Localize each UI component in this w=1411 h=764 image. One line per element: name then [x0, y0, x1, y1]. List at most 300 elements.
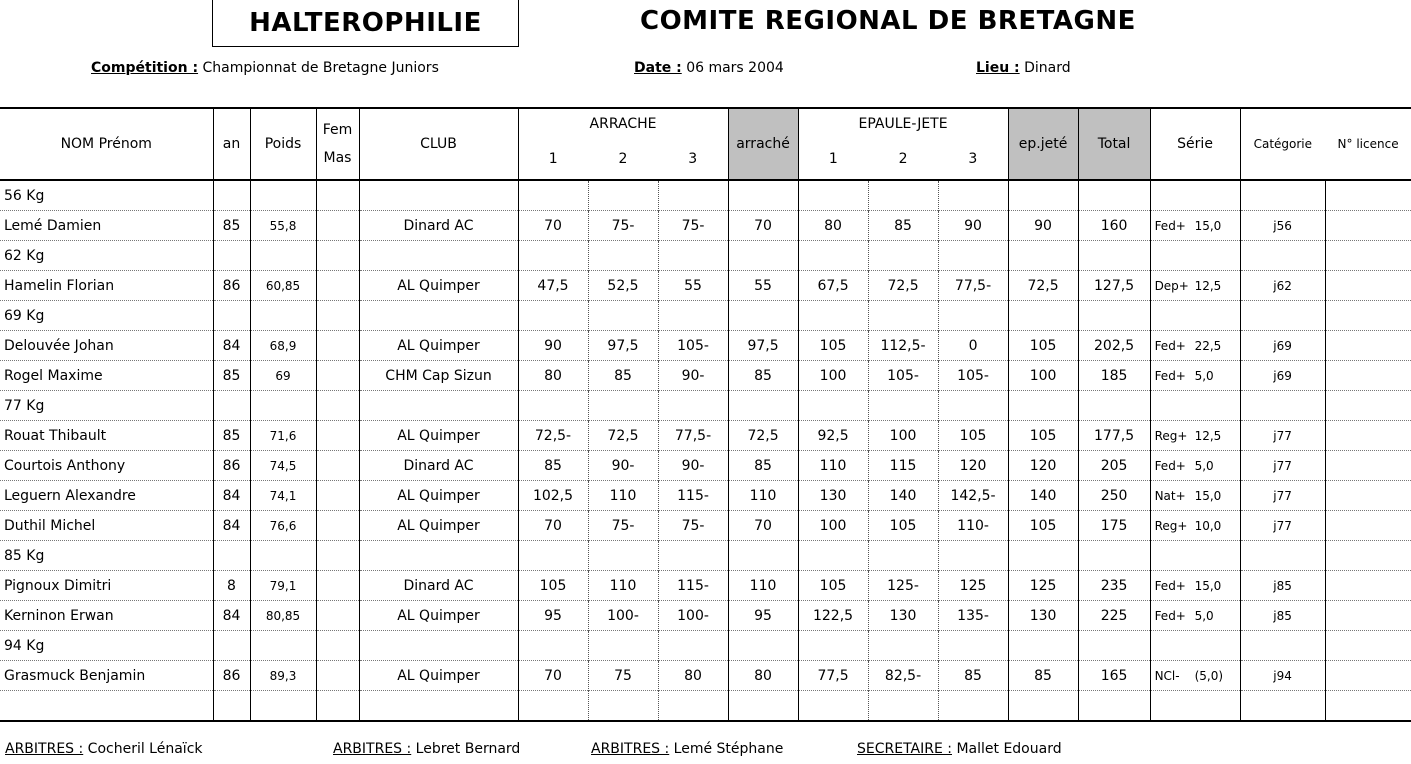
total: 175	[1078, 511, 1150, 541]
serie-level: Fed+	[1154, 458, 1186, 473]
serie-level: Reg+	[1154, 428, 1188, 443]
empty-cell	[1008, 301, 1078, 331]
serie-level: Nat+	[1154, 488, 1186, 503]
empty-cell	[1008, 391, 1078, 421]
doc-title: HALTEROPHILIE	[212, 0, 519, 47]
serie	[1150, 331, 1240, 361]
empty-cell	[213, 541, 250, 571]
empty-cell	[1325, 631, 1411, 661]
athlete-name: Rouat Thibault	[0, 421, 213, 451]
serie	[1150, 451, 1240, 481]
epaule-3: 120	[938, 451, 1008, 481]
col-categorie: Catégorie	[1240, 108, 1325, 180]
athlete-name: Grasmuck Benjamin	[0, 661, 213, 691]
empty-cell	[798, 391, 868, 421]
empty-cell	[1078, 180, 1150, 211]
arrache-2: 97,5	[588, 331, 658, 361]
arrache-best: 110	[728, 481, 798, 511]
col-nom: NOM Prénom	[60, 136, 152, 152]
arbitre-1-label: ARBITRES :	[5, 741, 84, 757]
date-line	[634, 60, 784, 76]
empty-cell	[250, 301, 316, 331]
empty-cell	[518, 391, 588, 421]
empty-cell	[1008, 631, 1078, 661]
epaule-best: 120	[1008, 451, 1078, 481]
licence	[1325, 361, 1411, 391]
empty-cell	[518, 541, 588, 571]
epaule-2: 85	[868, 211, 938, 241]
total: 185	[1078, 361, 1150, 391]
weight-category-label: 69 Kg	[0, 301, 213, 331]
empty-cell	[1078, 391, 1150, 421]
date-value: 06 mars 2004	[686, 60, 784, 76]
serie-points: 22,5	[1194, 338, 1222, 353]
arrache-3: 75-	[658, 211, 728, 241]
empty-cell	[1150, 301, 1240, 331]
weight-category-row	[0, 541, 1411, 571]
categorie: j77	[1240, 451, 1325, 481]
col-epaule-group: EPAULE-JETE	[798, 108, 1008, 138]
arrache-2: 75-	[588, 211, 658, 241]
empty-cell	[213, 391, 250, 421]
epaule-1: 67,5	[798, 271, 868, 301]
competition-label: Compétition :	[91, 60, 199, 76]
table-row	[0, 511, 1411, 541]
arrache-3: 105-	[658, 331, 728, 361]
licence	[1325, 271, 1411, 301]
athlete-poids: 79,1	[250, 571, 316, 601]
empty-cell	[250, 180, 316, 211]
epaule-best: 85	[1008, 661, 1078, 691]
col-mas: Mas	[323, 150, 352, 166]
epaule-1: 122,5	[798, 601, 868, 631]
serie-points: (5,0)	[1194, 668, 1224, 683]
arrache-3: 100-	[658, 601, 728, 631]
epaule-2	[868, 691, 938, 722]
empty-cell	[316, 180, 359, 211]
serie-points: 10,0	[1194, 518, 1222, 533]
arrache-2: 110	[588, 571, 658, 601]
categorie: j77	[1240, 481, 1325, 511]
licence	[1325, 451, 1411, 481]
empty-cell	[359, 180, 518, 211]
epaule-1: 105	[798, 571, 868, 601]
epaule-3: 142,5-	[938, 481, 1008, 511]
arrache-2: 90-	[588, 451, 658, 481]
athlete-an: 85	[213, 361, 250, 391]
empty-cell	[868, 180, 938, 211]
arrache-best: 97,5	[728, 331, 798, 361]
serie-level: Dep+	[1154, 278, 1189, 293]
epaule-best	[1008, 691, 1078, 722]
athlete-an: 84	[213, 331, 250, 361]
epaule-1: 105	[798, 331, 868, 361]
epaule-2: 125-	[868, 571, 938, 601]
serie-points: 5,0	[1194, 458, 1214, 473]
arrache-3: 77,5-	[658, 421, 728, 451]
categorie: j62	[1240, 271, 1325, 301]
col-a2: 2	[618, 150, 628, 167]
weight-category-label: 56 Kg	[0, 180, 213, 211]
categorie: j69	[1240, 361, 1325, 391]
col-e2: 2	[898, 150, 908, 167]
empty-cell	[588, 631, 658, 661]
arrache-1: 102,5	[518, 481, 588, 511]
serie-level: Reg+	[1154, 518, 1188, 533]
empty-cell	[868, 391, 938, 421]
epaule-2: 112,5-	[868, 331, 938, 361]
arrache-best: 72,5	[728, 421, 798, 451]
table-row	[0, 421, 1411, 451]
empty-cell	[658, 391, 728, 421]
empty-cell	[250, 631, 316, 661]
categorie: j77	[1240, 511, 1325, 541]
col-a1: 1	[518, 138, 588, 180]
serie-points: 15,0	[1194, 578, 1222, 593]
arrache-1	[518, 691, 588, 722]
empty-cell	[316, 541, 359, 571]
total	[1078, 691, 1150, 722]
licence	[1325, 331, 1411, 361]
weight-category-row	[0, 301, 1411, 331]
categorie: j85	[1240, 571, 1325, 601]
epaule-best: 90	[1008, 211, 1078, 241]
epaule-2: 130	[868, 601, 938, 631]
categorie: j94	[1240, 661, 1325, 691]
arbitre-2	[333, 741, 520, 757]
empty-cell	[518, 301, 588, 331]
athlete-name: Courtois Anthony	[0, 451, 213, 481]
arbitre-2-label: ARBITRES :	[333, 741, 412, 757]
epaule-1: 130	[798, 481, 868, 511]
arrache-1: 95	[518, 601, 588, 631]
col-e3: 3	[968, 150, 978, 167]
arrache-2: 72,5	[588, 421, 658, 451]
empty-cell	[658, 180, 728, 211]
categorie: j56	[1240, 211, 1325, 241]
arbitre-2-value: Lebret Bernard	[415, 741, 521, 757]
total: 127,5	[1078, 271, 1150, 301]
athlete-club: Dinard AC	[359, 451, 518, 481]
athlete-sexe	[316, 211, 359, 241]
col-total: Total	[1078, 108, 1150, 180]
total: 160	[1078, 211, 1150, 241]
empty-cell	[868, 241, 938, 271]
serie	[1150, 601, 1240, 631]
empty-cell	[518, 241, 588, 271]
epaule-1: 80	[798, 211, 868, 241]
athlete-an: 85	[213, 211, 250, 241]
arrache-1: 80	[518, 361, 588, 391]
empty-cell	[1150, 241, 1240, 271]
serie	[1150, 361, 1240, 391]
table-row	[0, 211, 1411, 241]
epaule-3: 105	[938, 421, 1008, 451]
serie	[1150, 691, 1240, 722]
weight-category-label: 62 Kg	[0, 241, 213, 271]
arrache-best: 55	[728, 271, 798, 301]
empty-cell	[1325, 301, 1411, 331]
serie-level: Fed+	[1154, 368, 1186, 383]
arrache-1: 90	[518, 331, 588, 361]
athlete-poids: 55,8	[250, 211, 316, 241]
weight-category-row	[0, 241, 1411, 271]
arrache-best: 85	[728, 451, 798, 481]
arrache-2	[588, 691, 658, 722]
epaule-1: 77,5	[798, 661, 868, 691]
athlete-name: Rogel Maxime	[0, 361, 213, 391]
serie	[1150, 211, 1240, 241]
serie-level: Fed+	[1154, 338, 1186, 353]
athlete-sexe	[316, 361, 359, 391]
arbitre-1-value: Cocheril Lénaïck	[87, 741, 203, 757]
empty-cell	[728, 241, 798, 271]
empty-cell	[588, 180, 658, 211]
empty-cell	[518, 631, 588, 661]
empty-cell	[658, 541, 728, 571]
empty-cell	[316, 241, 359, 271]
epaule-3: 125	[938, 571, 1008, 601]
empty-cell	[250, 391, 316, 421]
empty-cell	[938, 241, 1008, 271]
licence	[1325, 601, 1411, 631]
epaule-2: 105-	[868, 361, 938, 391]
col-arrache-group: ARRACHE	[518, 108, 728, 138]
col-e1: 1	[798, 138, 868, 180]
empty-cell	[213, 631, 250, 661]
athlete-club: AL Quimper	[359, 511, 518, 541]
empty-cell	[728, 180, 798, 211]
arrache-best: 85	[728, 361, 798, 391]
athlete-poids: 69	[250, 361, 316, 391]
arbitre-3-label: ARBITRES :	[591, 741, 670, 757]
licence	[1325, 661, 1411, 691]
athlete-club: AL Quimper	[359, 421, 518, 451]
arrache-1: 105	[518, 571, 588, 601]
empty-cell	[250, 541, 316, 571]
serie	[1150, 571, 1240, 601]
categorie	[1240, 691, 1325, 722]
lieu-value: Dinard	[1024, 60, 1071, 76]
epaule-1: 100	[798, 511, 868, 541]
serie-level: Fed+	[1154, 608, 1186, 623]
lieu-label: Lieu :	[976, 60, 1020, 76]
athlete-club: Dinard AC	[359, 571, 518, 601]
empty-cell	[359, 301, 518, 331]
athlete-an: 86	[213, 271, 250, 301]
col-arrache: arraché	[728, 108, 798, 180]
athlete-sexe	[316, 691, 359, 722]
empty-cell	[1240, 541, 1325, 571]
empty-cell	[868, 301, 938, 331]
serie-points: 5,0	[1194, 608, 1214, 623]
empty-cell	[1240, 180, 1325, 211]
empty-cell	[728, 631, 798, 661]
athlete-sexe	[316, 331, 359, 361]
total: 205	[1078, 451, 1150, 481]
serie	[1150, 421, 1240, 451]
empty-cell	[588, 301, 658, 331]
empty-cell	[798, 241, 868, 271]
epaule-3: 110-	[938, 511, 1008, 541]
col-club: CLUB	[359, 108, 518, 180]
athlete-name: Lemé Damien	[0, 211, 213, 241]
athlete-club: AL Quimper	[359, 331, 518, 361]
epaule-best: 105	[1008, 331, 1078, 361]
serie	[1150, 511, 1240, 541]
empty-cell	[359, 541, 518, 571]
serie-level: Fed+	[1154, 218, 1186, 233]
epaule-2: 140	[868, 481, 938, 511]
arrache-3: 80	[658, 661, 728, 691]
athlete-sexe	[316, 601, 359, 631]
secretaire-value: Mallet Edouard	[956, 741, 1062, 757]
athlete-poids: 80,85	[250, 601, 316, 631]
athlete-poids	[250, 691, 316, 722]
arrache-best: 70	[728, 511, 798, 541]
athlete-poids: 68,9	[250, 331, 316, 361]
epaule-2: 82,5-	[868, 661, 938, 691]
date-label: Date :	[634, 60, 682, 76]
empty-cell	[518, 180, 588, 211]
athlete-name: Hamelin Florian	[0, 271, 213, 301]
arrache-2: 75	[588, 661, 658, 691]
licence	[1325, 481, 1411, 511]
weight-category-label: 94 Kg	[0, 631, 213, 661]
epaule-3: 105-	[938, 361, 1008, 391]
athlete-name: Kerninon Erwan	[0, 601, 213, 631]
empty-cell	[1240, 241, 1325, 271]
table-row	[0, 571, 1411, 601]
epaule-best: 72,5	[1008, 271, 1078, 301]
weight-category-label: 77 Kg	[0, 391, 213, 421]
col-licence: N° licence	[1337, 137, 1399, 151]
arrache-best	[728, 691, 798, 722]
athlete-poids: 76,6	[250, 511, 316, 541]
licence	[1325, 571, 1411, 601]
total: 202,5	[1078, 331, 1150, 361]
epaule-1: 100	[798, 361, 868, 391]
empty-cell	[1150, 391, 1240, 421]
epaule-3: 0	[938, 331, 1008, 361]
arbitre-3-value: Lemé Stéphane	[673, 741, 784, 757]
empty-cell	[938, 301, 1008, 331]
epaule-1: 92,5	[798, 421, 868, 451]
empty-cell	[1240, 631, 1325, 661]
serie	[1150, 271, 1240, 301]
empty-cell	[250, 241, 316, 271]
empty-cell	[359, 391, 518, 421]
athlete-sexe	[316, 661, 359, 691]
table-row	[0, 361, 1411, 391]
col-fem: Fem	[322, 122, 353, 138]
athlete-an: 86	[213, 661, 250, 691]
epaule-2: 105	[868, 511, 938, 541]
arrache-3: 90-	[658, 361, 728, 391]
table-body	[0, 180, 1411, 721]
arrache-3: 75-	[658, 511, 728, 541]
table-row	[0, 601, 1411, 631]
empty-cell	[658, 241, 728, 271]
competition-value: Championnat de Bretagne Juniors	[202, 60, 439, 76]
empty-cell	[1078, 631, 1150, 661]
arbitre-1	[5, 741, 203, 757]
epaule-best: 140	[1008, 481, 1078, 511]
weight-category-label: 85 Kg	[0, 541, 213, 571]
empty-cell	[798, 541, 868, 571]
empty-cell	[359, 241, 518, 271]
table-row	[0, 661, 1411, 691]
athlete-club	[359, 691, 518, 722]
arrache-1: 47,5	[518, 271, 588, 301]
empty-cell	[588, 241, 658, 271]
empty-cell	[938, 631, 1008, 661]
empty-cell	[1325, 241, 1411, 271]
arrache-2: 85	[588, 361, 658, 391]
arrache-3: 115-	[658, 571, 728, 601]
empty-cell	[798, 631, 868, 661]
athlete-an: 84	[213, 601, 250, 631]
arrache-1: 70	[518, 211, 588, 241]
athlete-sexe	[316, 451, 359, 481]
licence	[1325, 421, 1411, 451]
empty-cell	[316, 631, 359, 661]
table-header	[0, 108, 1411, 180]
epaule-1: 110	[798, 451, 868, 481]
epaule-3: 90	[938, 211, 1008, 241]
licence	[1325, 511, 1411, 541]
empty-cell	[658, 631, 728, 661]
arrache-1: 85	[518, 451, 588, 481]
epaule-best: 105	[1008, 421, 1078, 451]
serie-level: NCl-	[1154, 668, 1180, 683]
empty-cell	[316, 301, 359, 331]
arrache-best: 95	[728, 601, 798, 631]
empty-cell	[588, 541, 658, 571]
serie-level: Fed+	[1154, 578, 1186, 593]
empty-cell	[1008, 541, 1078, 571]
weight-category-row	[0, 391, 1411, 421]
arrache-2: 100-	[588, 601, 658, 631]
arbitre-3	[591, 741, 783, 757]
empty-cell	[213, 301, 250, 331]
empty-cell	[1008, 241, 1078, 271]
athlete-poids: 74,1	[250, 481, 316, 511]
col-serie: Série	[1150, 108, 1240, 180]
org-title: COMITE REGIONAL DE BRETAGNE	[640, 6, 1136, 36]
empty-cell	[213, 180, 250, 211]
athlete-sexe	[316, 421, 359, 451]
empty-cell	[1325, 180, 1411, 211]
empty-cell	[1150, 180, 1240, 211]
empty-cell	[868, 631, 938, 661]
table-row	[0, 331, 1411, 361]
epaule-best: 100	[1008, 361, 1078, 391]
empty-cell	[213, 241, 250, 271]
arrache-2: 110	[588, 481, 658, 511]
serie-points: 15,0	[1194, 488, 1222, 503]
athlete-name: Delouvée Johan	[0, 331, 213, 361]
arrache-1: 70	[518, 661, 588, 691]
empty-cell	[728, 301, 798, 331]
arrache-2: 52,5	[588, 271, 658, 301]
col-poids: Poids	[250, 108, 316, 180]
arrache-best: 70	[728, 211, 798, 241]
athlete-club: AL Quimper	[359, 271, 518, 301]
athlete-poids: 89,3	[250, 661, 316, 691]
epaule-2: 115	[868, 451, 938, 481]
col-fem-mas	[316, 108, 359, 180]
